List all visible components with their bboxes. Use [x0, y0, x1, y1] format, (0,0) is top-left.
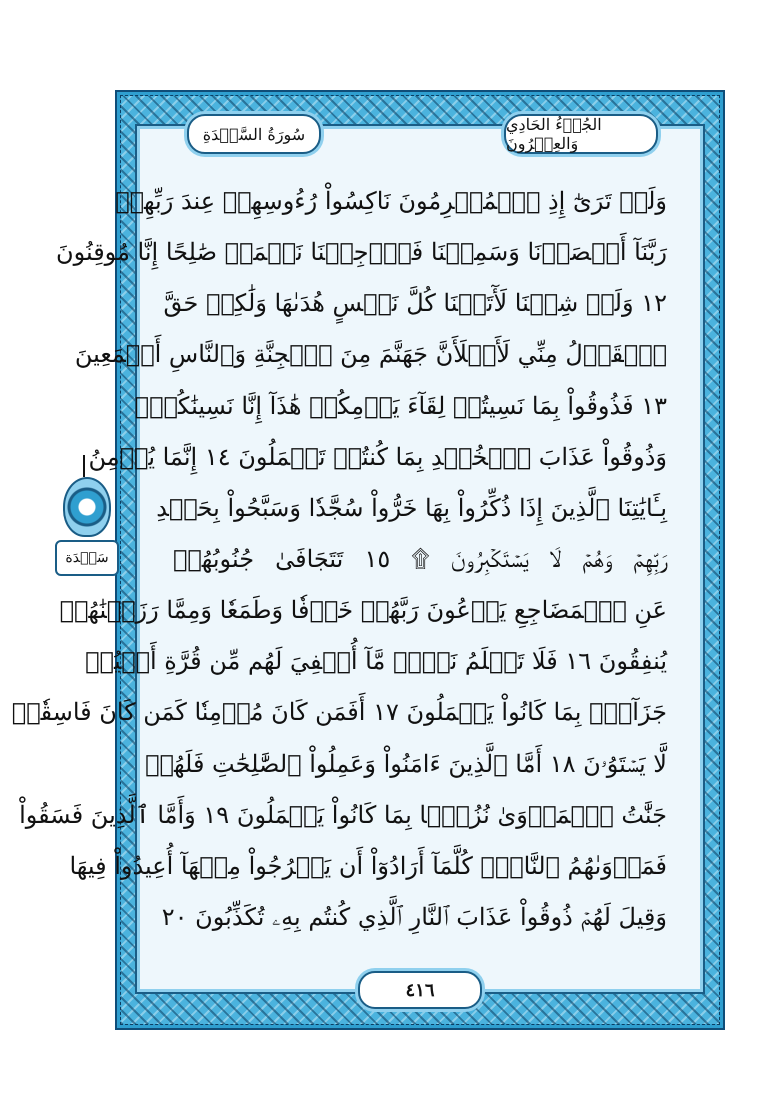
- surah-name-cartouche: [187, 114, 321, 154]
- verse-line: عَنِ ٱلۡمَضَاجِعِ يَدۡعُونَ رَبَّهُمۡ خَوۡفٗا وَطَمَعٗا وَمِمَّا رَزَقۡنَٰهُمۡ: [59, 596, 667, 625]
- verse-line: يُنفِقُونَ ١٦ فَلَا تَعۡلَمُ نَفۡسٞ مَّآ أُخۡفِيَ لَهُم مِّن قُرَّةِ أَعۡيُنٖ: [85, 647, 667, 676]
- verse-line: رَبِّهِمۡ وَهُمۡ لَا يَسۡتَكۡبِرُونَ ۩ ١٥ تَتَجَافَىٰ جُنُوبُهُمۡ: [173, 544, 668, 573]
- sajda-marker: [55, 455, 115, 585]
- sajda-label-box: [55, 540, 119, 576]
- verse-line: لَّا يَسۡتَوُۥنَ ١٨ أَمَّا ٱلَّذِينَ ءَامَنُواْ وَعَمِلُواْ ٱلصَّٰلِحَٰتِ فَلَهُمۡ: [145, 749, 667, 778]
- juz-name: الجُزۡءُ الحَادِي وَالعِشۡرُونَ: [506, 115, 602, 153]
- verse-line: رَبَّنَآ أَبۡصَرۡنَا وَسَمِعۡنَا فَٱرۡجِعۡنَا نَعۡمَلۡ صَٰلِحًا إِنَّا مُوقِنُونَ: [55, 238, 667, 267]
- page-number-cartouche: [358, 971, 482, 1009]
- verse-line: وَقِيلَ لَهُمۡ ذُوقُواْ عَذَابَ ٱلنَّارِ ٱلَّذِي كُنتُم بِهِۦ تُكَذِّبُونَ ٢٠: [161, 902, 667, 931]
- sajda-label: سَجۡدَة: [65, 550, 109, 566]
- verse-line: جَنَّٰتُ ٱلۡمَأۡوَىٰ نُزُلَۢا بِمَا كَانُواْ يَعۡمَلُونَ ١٩ وَأَمَّا ٱلَّذِينَ فَسَقُواْ: [19, 800, 667, 829]
- verse-line: وَذُوقُواْ عَذَابَ ٱلۡخُلۡدِ بِمَا كُنتُمۡ تَعۡمَلُونَ ١٤ إِنَّمَا يُؤۡمِنُ: [88, 442, 667, 471]
- page-number: ٤١٦: [405, 979, 435, 1001]
- pointer-line: [83, 455, 85, 477]
- surah-name: سُورَةُ السَّجۡدَةِ: [202, 124, 306, 144]
- juz-name-cartouche: [504, 114, 658, 154]
- verse-line: جَزَآءَۢ بِمَا كَانُواْ يَعۡمَلُونَ ١٧ أَفَمَن كَانَ مُؤۡمِنٗا كَمَن كَانَ فَاسِقٗاۚ: [11, 698, 667, 727]
- verse-line: فَمَأۡوَىٰهُمُ ٱلنَّارُۖ كُلَّمَآ أَرَادُوٓاْ أَن يَخۡرُجُواْ مِنۡهَآ أُعِيدُواْ فِيهَا: [69, 851, 667, 880]
- verse-line: ٱلۡقَوۡلُ مِنِّي لَأَمۡلَأَنَّ جَهَنَّمَ مِنَ ٱلۡجِنَّةِ وَٱلنَّاسِ أَجۡمَعِينَ: [74, 340, 667, 369]
- text-area: [11, 115, 705, 1001]
- verse-line: وَلَوۡ تَرَىٰٓ إِذِ ٱلۡمُجۡرِمُونَ نَاكِسُواْ رُءُوسِهِمۡ عِندَ رَبِّهِمۡ: [115, 187, 667, 215]
- verse-line: ١٢ وَلَوۡ شِئۡنَا لَأٓتَيۡنَا كُلَّ نَفۡسٍ هُدَىٰهَا وَلَٰكِنۡ حَقَّ: [163, 289, 667, 318]
- verse-line: بِـَٔايَٰتِنَا ٱلَّذِينَ إِذَا ذُكِّرُواْ بِهَا خَرُّواْ سُجَّدٗا وَسَبَّحُواْ بِحَمۡدِ: [156, 493, 667, 522]
- verse-line: ١٣ فَذُوقُواْ بِمَا نَسِيتُمۡ لِقَآءَ يَوۡمِكُمۡ هَٰذَآ إِنَّا نَسِينَٰكُمۡۖ: [134, 391, 667, 420]
- page-frame: [11, 90, 725, 1030]
- medallion-ornament-icon: [63, 477, 111, 537]
